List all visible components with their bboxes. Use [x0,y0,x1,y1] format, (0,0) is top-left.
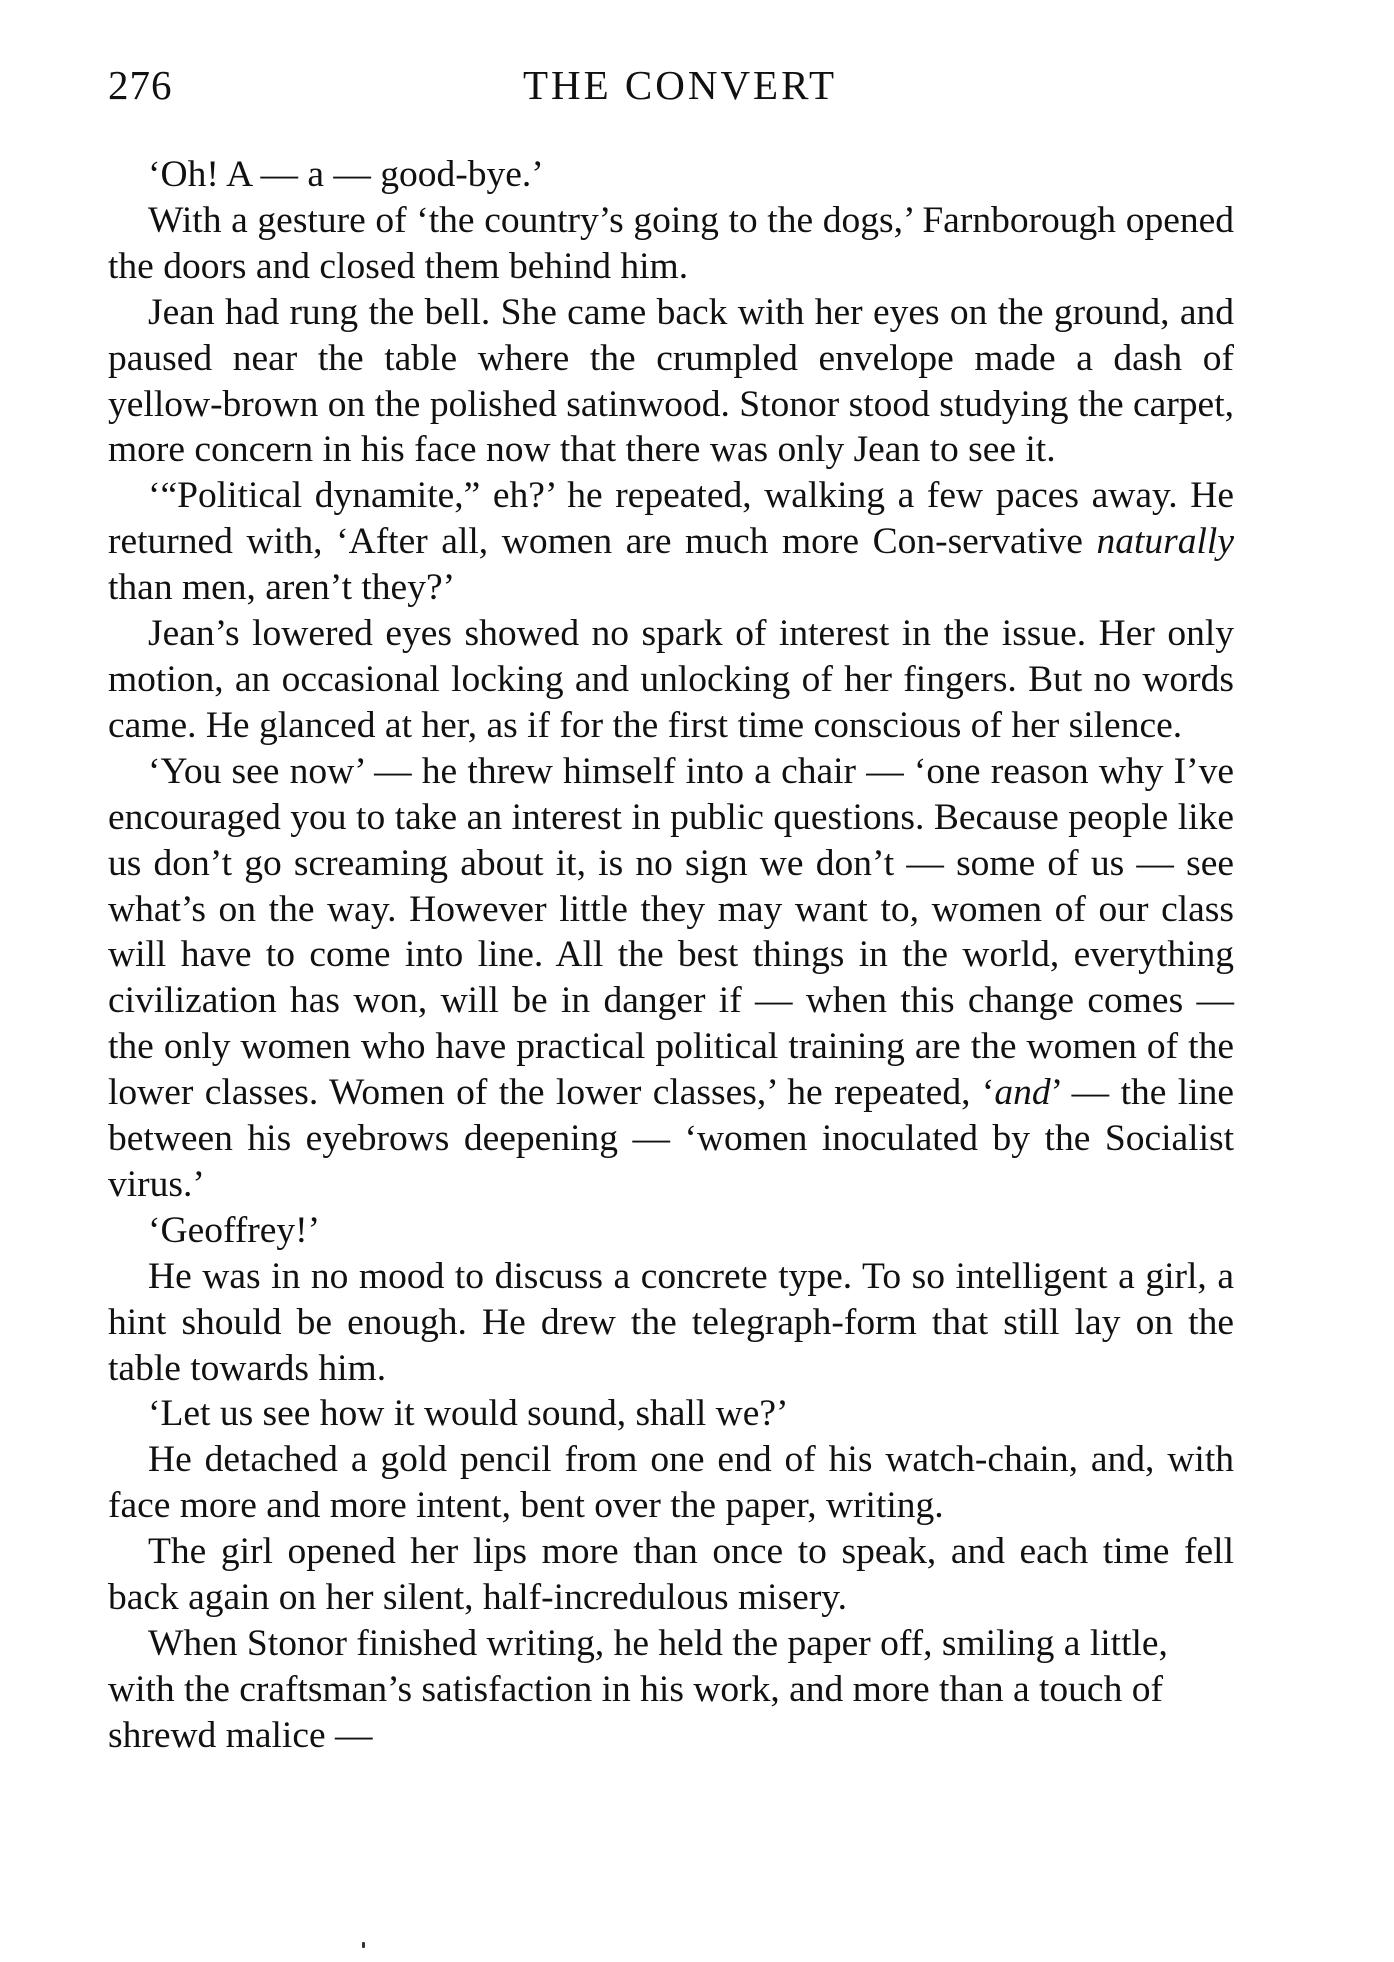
running-title: THE CONVERT [522,62,838,108]
text-run: Jean had rung the bell. She came back with her eyes on the ground, and paused near the table where the crumpled envelope made a dash of yellow-brown on the polished satinwood. Stonor stood studying the carpet, more concern in his face now that there was only Jean to see it. [108,291,1234,471]
body-text [108,152,1234,1759]
paragraph [108,749,1234,1208]
ink-speck [362,1942,365,1948]
paragraph [108,1529,1234,1621]
paragraph [108,611,1234,749]
paragraph [108,1254,1234,1392]
text-run: With a gesture of ‘the country’s going to the dogs,’ Farnborough opened the doors and closed them behind him. [108,199,1234,287]
text-run: ‘You see now’ — he threw himself into a chair — ‘one reason why I’ve encouraged you to take an interest in public questions. Because people like us don’t go screaming about it, is no sign we don’t — some of us — see what’s on the way. However little they may want to, women of our class will have to come into line. All the best things in the world, everything civilization has won, will be in danger if — when this change comes — the only women who have practical political training are the women of the lower classes. Women of the lower classes,’ he repeated, ‘ [108,750,1234,1114]
paragraph [108,1621,1234,1759]
text-run: The girl opened her lips more than once to speak, and each time fell back again on her silent, half-incredulous misery. [108,1531,1234,1619]
running-head [108,60,1232,110]
text-run: ‘Oh! A — a — good-bye.’ [148,154,544,195]
paragraph [108,473,1234,611]
paragraph [108,1208,1234,1254]
italic-emphasis: naturally [1096,521,1234,563]
text-run: ’ — the line between his eyebrows deepening — ‘women inoculated by the Socialist virus.’ [108,1072,1234,1205]
text-run: ‘“Political dynamite,” eh?’ he repeated, walking a few paces away. He returned with, ‘After all, women are much more Con-servative [108,475,1234,563]
text-run: Jean’s lowered eyes showed no spark of interest in the issue. Her only motion, an occasional locking and unlocking of her fingers. But no words came. He glanced at her, as if for the first time conscious of her silence. [108,613,1234,746]
paragraph [108,1437,1234,1529]
paragraph [108,1391,1234,1437]
text-run: He detached a gold pencil from one end of his watch-chain, and, with face more and more intent, bent over the paper, writing. [108,1439,1234,1527]
paragraph [108,290,1234,474]
italic-emphasis: and [994,1072,1051,1114]
text-run: When Stonor finished writing, he held the paper off, smiling a little, with the craftsman’s satisfaction in his work, and more than a touch of shrewd malice — [108,1623,1168,1756]
page-number: 276 [108,62,173,108]
text-run: He was in no mood to discuss a concrete type. To so intelligent a girl, a hint should be enough. He drew the telegraph-form that still lay on the table towards him. [108,1255,1234,1389]
text-run: than men, aren’t they?’ [108,567,456,609]
paragraph [108,198,1234,290]
text-run: ‘Geoffrey!’ [148,1209,321,1251]
text-run: ‘Let us see how it would sound, shall we?’ [148,1393,789,1435]
paragraph [108,152,1234,198]
